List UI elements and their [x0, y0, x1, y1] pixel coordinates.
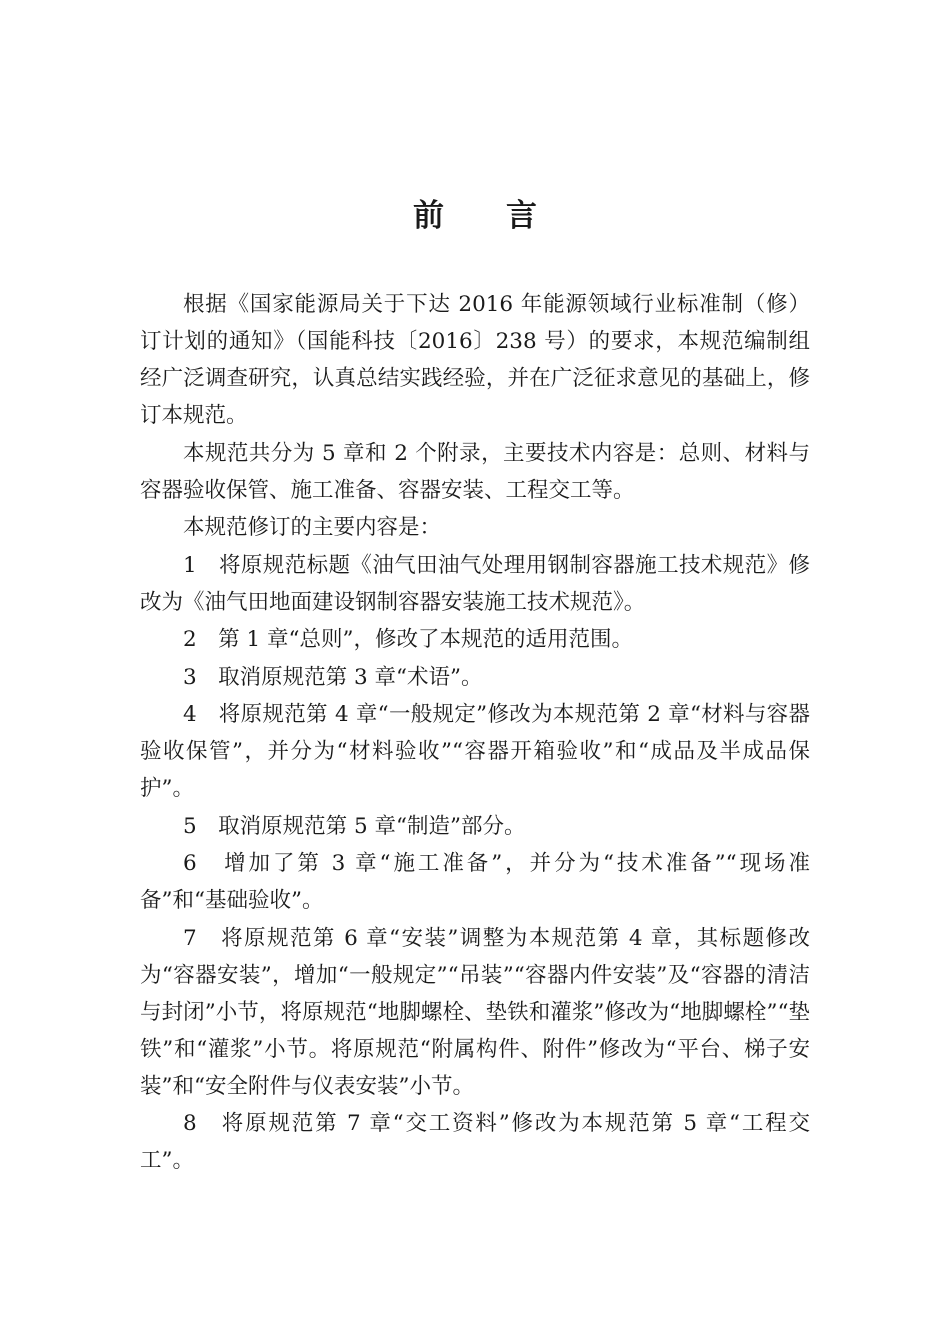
list-item: 6 增加了第 3 章“施工准备”，并分为“技术准备”“现场准备”和“基础验收”。 — [140, 851, 810, 913]
list-item: 5 取消原规范第 5 章“制造”部分。 — [183, 813, 526, 839]
list-item: 4 将原规范第 4 章“一般规定”修改为本规范第 2 章“材料与容器验收保管”，并分为“材料验收”“容器开箱验收”和“成品及半成品保护”。 — [140, 702, 810, 801]
page-title — [0, 196, 950, 236]
list-item: 3 取消原规范第 3 章“术语”。 — [183, 664, 483, 690]
preface-body — [140, 286, 810, 1180]
list-item: 7 将原规范第 6 章“安装”调整为本规范第 4 章，其标题修改为“容器安装”，增加“一般规定”“吊装”“容器内件安装”及“容器的清洁与封闭”小节，将原规范“地脚螺栓、垫铁和灌浆”修改为“地脚螺栓”“垫铁”和“灌浆”小节。将原规范“附属构件、附件”修改为“平台、梯子安装”和“安全附件与仪表安装”小节。 — [140, 925, 810, 1099]
list-item: 2 第 1 章“总则”，修改了本规范的适用范围。 — [183, 627, 634, 652]
paragraph: 根据《国家能源局关于下达 2016 年能源领域行业标准制（修）订计划的通知》（国能科技〔2016〕238 号）的要求，本规范编制组经广泛调查研究，认真总结实践经验，并在广泛征求意见的基础上，修订本规范。 — [140, 292, 810, 428]
list-item: 8 将原规范第 7 章“交工资料”修改为本规范第 5 章“工程交工”。 — [140, 1111, 810, 1173]
paragraph: 本规范共分为 5 章和 2 个附录，主要技术内容是：总则、材料与容器验收保管、施工准备、容器安装、工程交工等。 — [140, 440, 810, 503]
list-item: 1 将原规范标题《油气田油气处理用钢制容器施工技术规范》修改为《油气田地面建设钢制容器安装施工技术规范》。 — [140, 552, 810, 615]
title-char-1: 前 — [413, 198, 444, 234]
title-char-2: 言 — [506, 198, 537, 234]
paragraph: 本规范修订的主要内容是： — [183, 515, 442, 540]
